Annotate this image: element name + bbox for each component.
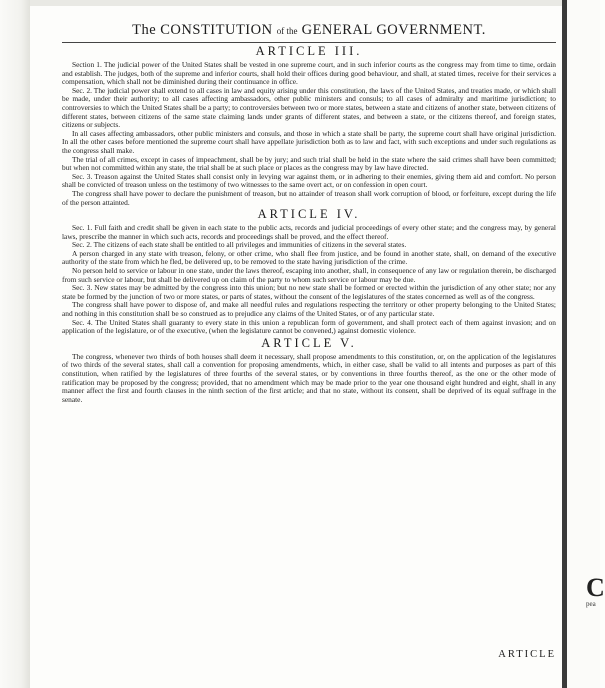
article-4-body [62, 224, 556, 336]
title-part-3: GENERAL GOVERNMENT. [301, 22, 486, 38]
article-3-heading: ARTICLE III. [255, 44, 363, 58]
article-4-paragraph: A person charged in any state with treason, felony, or other crime, who shall flee from justice, and be found in another state, shall, on demand of the executive authority of the state from which he fled, be delivered up, to be removed to the state having jurisdiction of the crime. [62, 248, 556, 267]
article-4-paragraph: Sec. 2. The citizens of each state shall be entitled to all privileges and immunities of citizens in the several states. [72, 240, 407, 250]
article-4-paragraph: No person held to service or labour in one state, under the laws thereof, escaping into another, shall, in consequence of any law or regulation therein, be discharged from such service or labour, but shall be delivered up on claim of the party to whom such service or labour may be due. [62, 266, 556, 284]
article-4-paragraph: Sec. 3. New states may be admitted by the congress into this union; but no new state shall be formed or erected within the jurisdiction of any other state; nor any state be formed by the junction of two or more states, or parts of states, without the consent of the legislatures of the states concerned as well as of the congress. [62, 283, 556, 301]
document-page [62, 22, 556, 662]
article-3-paragraph: The congress shall have power to declare the punishment of treason, but no attainder of treason shall work corruption of blood, or forfeiture, except during the life of the person attainted. [62, 188, 556, 207]
article-5-heading: ARTICLE V. [261, 335, 357, 350]
page-title [62, 22, 556, 39]
article-3-paragraph: Sec. 3. Treason against the United States shall consist only in levying war against them, or in adhering to their enemies, giving them aid and comfort. No person shall be convicted of treason unless on the testimony of two witnesses to the same overt act, or on confession in open court. [62, 171, 556, 190]
article-4-paragraph: Sec. 1. Full faith and credit shall be given in each state to the public acts, records and judicial proceedings of every other state; and the congress may, by general laws, prescribe the manner in which such acts, records and proceedings shall be proved, and the effect thereof. [62, 223, 556, 241]
binding-gutter [562, 0, 567, 688]
article-3-paragraph: Section 1. The judicial power of the United States shall be vested in one supreme court, and in such inferior courts as the congress may from time to time, ordain and establish. The judges, both of the supreme and inferior courts, shall hold their offices during good behaviour, and shall, at stated times, receive for their services a compensation, which shall not be diminished during their continuance in office. [62, 60, 556, 87]
title-part-2: of the [276, 26, 298, 36]
article-5-paragraph: The congress, whenever two thirds of both houses shall deem it necessary, shall propose amendments to this constitution, or, on the application of the legislatures of two thirds of the several states, shall call a convention for proposing amendments, which, in either case, shall be valid to all intents and purposes as part of this constitution, when ratified by the legislatures of three fourths of the several states, or by conventions in three fourths thereof, as the one or the other mode of ratification may be proposed by the congress; provided, that no amendment which may be made prior to the year one thousand eight hundred and eight, shall in any manner affect the first and fourth clauses in the ninth section of the first article; and that no state, without its consent, shall be deprived of its equal suffrage in the senate. [62, 351, 556, 404]
neighbor-page-letter: C [586, 573, 605, 602]
article-4-paragraph: Sec. 4. The United States shall guaranty to every state in this union a republican form of government, and shall protect each of them against invasion; and on application of the legislature, or of the executive, (when the legislature cannot be convened,) against domestic violence. [62, 317, 556, 336]
neighbor-page-text: pea [586, 600, 596, 608]
scan-top-edge [0, 0, 600, 6]
scan-left-margin [0, 0, 30, 688]
article-3-paragraph: Sec. 2. The judicial power shall extend to all cases in law and equity arising under this constitution, the laws of the United States, and treaties made, or which shall be made, under their authority; to all cases affecting ambassadors, other public ministers and consuls; to all cases of admiralty and maritime jurisdiction; to controversies to which the United States shall be a party; to controversies between two or more states, between a state and citizens of another state, between citizens of different states, between citizens of the same state claiming lands under grants of different states, and between a state, or the citizens thereof, and foreign states, citizens or subjects. [62, 85, 556, 130]
article-3-body [62, 61, 556, 207]
article-4-paragraph: The congress shall have power to dispose of, and make all needful rules and regulations respecting the territory or other property belonging to the United States; and nothing in this constitution shall be so construed as to prejudice any claims of the United States, or of any particular state. [62, 300, 556, 319]
article-5-body [62, 353, 556, 405]
title-rule [62, 42, 556, 43]
title-part-1: The CONSTITUTION [132, 22, 273, 38]
article-3-paragraph: In all cases affecting ambassadors, other public ministers and consuls, and those in which a state shall be party, the supreme court shall have original jurisdiction. In all the other cases before mentioned the supreme court shall have appellate jurisdiction both as to law and fact, with such exceptions and under such regulations as the congress shall make. [62, 128, 556, 155]
catchword: ARTICLE [498, 649, 556, 660]
article-4-heading: ARTICLE IV. [257, 207, 361, 222]
article-3-paragraph: The trial of all crimes, except in cases of impeachment, shall be by jury; and such trial shall be held in the state where the said crimes shall have been committed; but when not committed within any state, the trial shall be at such place or places as the congress may by law have directed. [62, 154, 556, 173]
